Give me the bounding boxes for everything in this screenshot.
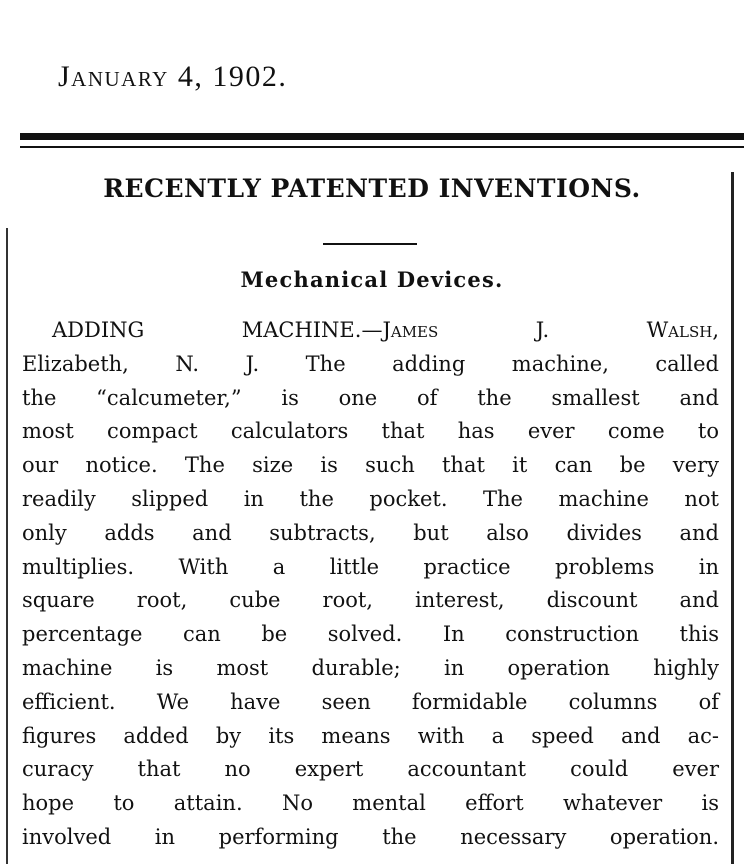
article-line: figures added by its means with a speed and ac- [22, 723, 719, 748]
section-divider [323, 243, 417, 245]
article-line: hope to attain. No mental effort whatever is [22, 791, 719, 816]
column-rule-left [6, 228, 8, 864]
article-first-line [22, 314, 719, 348]
article-line: efficient. We have seen formidable columns of [22, 689, 719, 714]
header-rule-thick [20, 133, 744, 140]
article-line: multiplies. With a little practice problems in [22, 554, 719, 579]
article-byline: —James J. Walsh, [361, 318, 719, 342]
article-line: our notice. The size is such that it can be very [22, 453, 719, 478]
column-rule-right [731, 172, 734, 864]
header-rule-thin [20, 146, 744, 148]
article-line: the “calcumeter,” is one of the smallest and [22, 385, 719, 410]
article-line: machine is most durable; in operation highly [22, 655, 719, 680]
article-line: square root, cube root, interest, discount and [22, 588, 719, 613]
article-line: involved in performing the necessary operation. [22, 824, 719, 849]
article-line: readily slipped in the pocket. The machine not [22, 486, 719, 511]
article-body [22, 314, 719, 855]
section-subheading: Mechanical Devices. [240, 267, 504, 292]
article-line: only adds and subtracts, but also divides and [22, 520, 719, 545]
article-line: Elizabeth, N. J. The adding machine, called [22, 351, 719, 376]
article-line: curacy that no expert accountant could ever [22, 757, 719, 782]
section-title: RECENTLY PATENTED INVENTIONS. [103, 174, 641, 203]
article-lead: ADDING MACHINE. [52, 318, 362, 342]
article-line: most compact calculators that has ever come to [22, 419, 719, 444]
article-line: percentage can be solved. In construction this [22, 622, 719, 647]
issue-date: January 4, 1902. [58, 60, 288, 93]
